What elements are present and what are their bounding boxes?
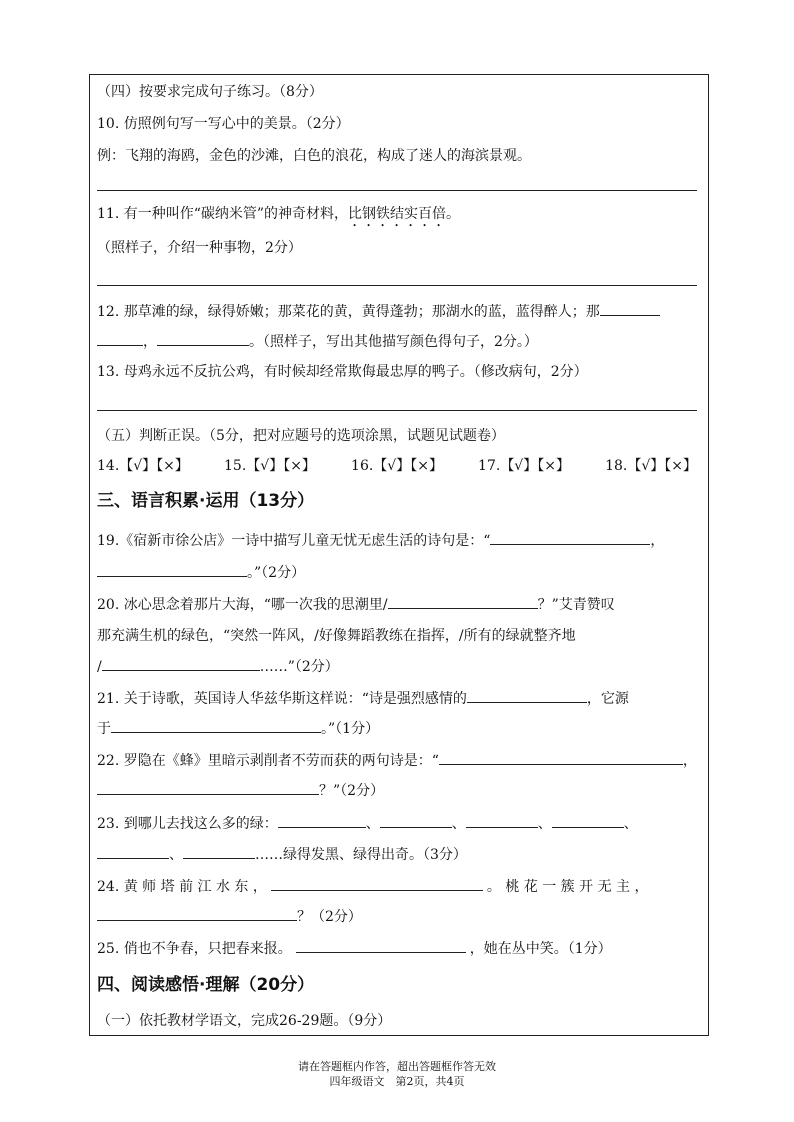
judge-row: [97, 456, 697, 476]
blank-24-2[interactable]: [97, 906, 297, 921]
question-19-end: 。”（2分）: [247, 565, 306, 581]
question-21-text: 21. 关于诗歌，英国诗人华兹华斯这样说：“诗是强烈感情的: [97, 691, 467, 707]
true-option[interactable]: 【√】: [627, 458, 665, 474]
part4-title: 四、阅读感悟·理解（20分）: [97, 975, 315, 995]
question-11: [97, 204, 460, 230]
question-21-cont: [97, 718, 379, 739]
question-21-end: 。”（1分）: [321, 721, 380, 737]
comma: ，: [143, 334, 157, 350]
question-21-mid: ，它源: [586, 691, 629, 707]
answer-line-10[interactable]: [97, 190, 697, 191]
slash: /: [97, 659, 102, 675]
question-25: [97, 938, 612, 959]
question-20-cont: 那充满生机的绿色，“突然一阵风，/好像舞蹈教练在指挥，/所有的绿就整齐地: [97, 628, 576, 644]
blank-23-3[interactable]: [466, 813, 538, 828]
question-19-text: 19.《宿新市徐公店》一诗中描写儿童无忧无虑生活的诗句是：“: [97, 533, 491, 549]
blank-19-1[interactable]: [490, 530, 650, 545]
judge-item-17: 17.【√】【×】: [478, 458, 570, 474]
section4-title: （四）按要求完成句子练习。（8分）: [97, 84, 323, 100]
question-11-end: 。: [446, 206, 461, 222]
reading-1-title: （一）依托教材学语文，完成26-29题。（9分）: [97, 1013, 392, 1029]
question-20-cont2: [97, 656, 339, 677]
blank-23-1[interactable]: [278, 813, 366, 828]
true-option[interactable]: 【√】: [119, 458, 157, 474]
answer-line-13[interactable]: [97, 410, 697, 411]
question-12-note: 。（照样子，写出其他描写颜色得句子，2分。）: [249, 334, 538, 350]
question-23-cont: 、 ……绿得发黑、绿得出奇。（3分）: [97, 844, 467, 865]
question-23: 23. 到哪儿去找这么多的绿： 、 、 、 、: [97, 813, 638, 834]
question-24-text: 24. 黄 师 塔 前 江 水 东 ，: [97, 879, 267, 895]
part3-title: 三、语言积累·运用（13分）: [97, 491, 315, 511]
question-11-note: （照样子，介绍一种事物，2分）: [97, 240, 302, 256]
blank-22-1[interactable]: [439, 750, 683, 765]
section5-title: （五）判断正误。（5分，把对应题号的选项涂黑，试题见试题卷）: [97, 428, 505, 444]
blank-24-1[interactable]: [271, 876, 483, 891]
blank-23-2[interactable]: [380, 813, 452, 828]
question-22-text: 22. 罗隐在《蜂》里暗示剥削者不劳而获的两句诗是：“: [97, 753, 439, 769]
question-25-end: ，她在丛中笑。（1分）: [469, 941, 612, 957]
question-11-emphasis: 比钢铁结实百倍: [348, 206, 447, 222]
judge-item-15: 15.【√】【×】: [224, 458, 316, 474]
question-13: 13. 母鸡永远不反抗公鸡，有时候却经常欺侮最忠厚的鸭子。（修改病句，2分）: [97, 364, 588, 380]
question-20-text: 20. 冰心思念着那片大海，“哪一次我的思潮里/: [97, 597, 388, 613]
blank-21-2[interactable]: [111, 718, 321, 733]
question-24-mid: 。 桃 花 一 簇 开 无 主 ，: [486, 879, 649, 895]
comma: ，: [682, 753, 697, 769]
false-option[interactable]: 【×】: [664, 458, 697, 474]
question-12-text: 12. 那草滩的绿，绿得娇嫩；那菜花的黄，黄得蓬勃；那湖水的蓝，蓝得醉人；那: [97, 304, 600, 320]
false-option[interactable]: 【×】: [283, 458, 316, 474]
question-20-mid: ？”艾青赞叹: [537, 597, 615, 613]
judge-item-16: 16.【√】【×】: [351, 458, 443, 474]
question-22: [97, 750, 697, 771]
question-24-end: ？（2分）: [297, 909, 362, 925]
true-option[interactable]: 【√】: [246, 458, 284, 474]
blank-20-1[interactable]: [388, 594, 538, 609]
blank-23-6[interactable]: [183, 844, 255, 859]
comma: ，: [650, 533, 665, 549]
question-12: [97, 301, 660, 322]
answer-line-11[interactable]: [97, 285, 697, 286]
blank-12-2[interactable]: [97, 331, 143, 346]
false-option[interactable]: 【×】: [410, 458, 443, 474]
question-25-text: 25. 俏也不争春，只把春来报。: [97, 941, 292, 957]
question-23-text: 23. 到哪儿去找这么多的绿：: [97, 816, 278, 832]
page-number: 四年级语文 第2页，共4页: [329, 1075, 465, 1088]
question-20-end: ……”（2分）: [259, 659, 339, 675]
judge-item-14: 14.【√】【×】: [97, 458, 189, 474]
question-23-end: ……绿得发黑、绿得出奇。（3分）: [255, 847, 467, 863]
blank-12-3[interactable]: [157, 331, 249, 346]
question-10: 10. 仿照例句写一写心中的美景。（2分）: [97, 116, 350, 132]
blank-12-1[interactable]: [600, 301, 660, 316]
question-24-cont: [97, 906, 362, 927]
blank-25-1[interactable]: [296, 938, 466, 953]
question-22-cont: [97, 780, 384, 801]
question-21-yu: 于: [97, 721, 111, 737]
question-11-text: 11. 有一种叫作“碳纳米管”的神奇材料，: [97, 206, 349, 222]
true-option[interactable]: 【√】: [373, 458, 411, 474]
blank-23-4[interactable]: [552, 813, 624, 828]
footer-notice: 请在答题框内作答，超出答题框作答无效: [298, 1060, 496, 1073]
blank-22-2[interactable]: [97, 780, 319, 795]
question-19-cont: [97, 562, 305, 583]
false-option[interactable]: 【×】: [537, 458, 570, 474]
blank-23-5[interactable]: [97, 844, 169, 859]
question-21: [97, 688, 629, 709]
judge-item-18: 18.【√】【×】: [605, 458, 697, 474]
true-option[interactable]: 【√】: [500, 458, 538, 474]
false-option[interactable]: 【×】: [156, 458, 189, 474]
question-12-cont: [97, 331, 538, 352]
question-24: [97, 876, 648, 897]
question-22-end: ？”（2分）: [319, 783, 385, 799]
question-10-example: 例：飞翔的海鸥，金色的沙滩，白色的浪花，构成了迷人的海滨景观。: [97, 148, 531, 164]
blank-20-2[interactable]: [102, 656, 260, 671]
question-20: [97, 594, 615, 615]
blank-19-2[interactable]: [97, 562, 247, 577]
question-19: [97, 530, 664, 551]
blank-21-1[interactable]: [467, 688, 587, 703]
